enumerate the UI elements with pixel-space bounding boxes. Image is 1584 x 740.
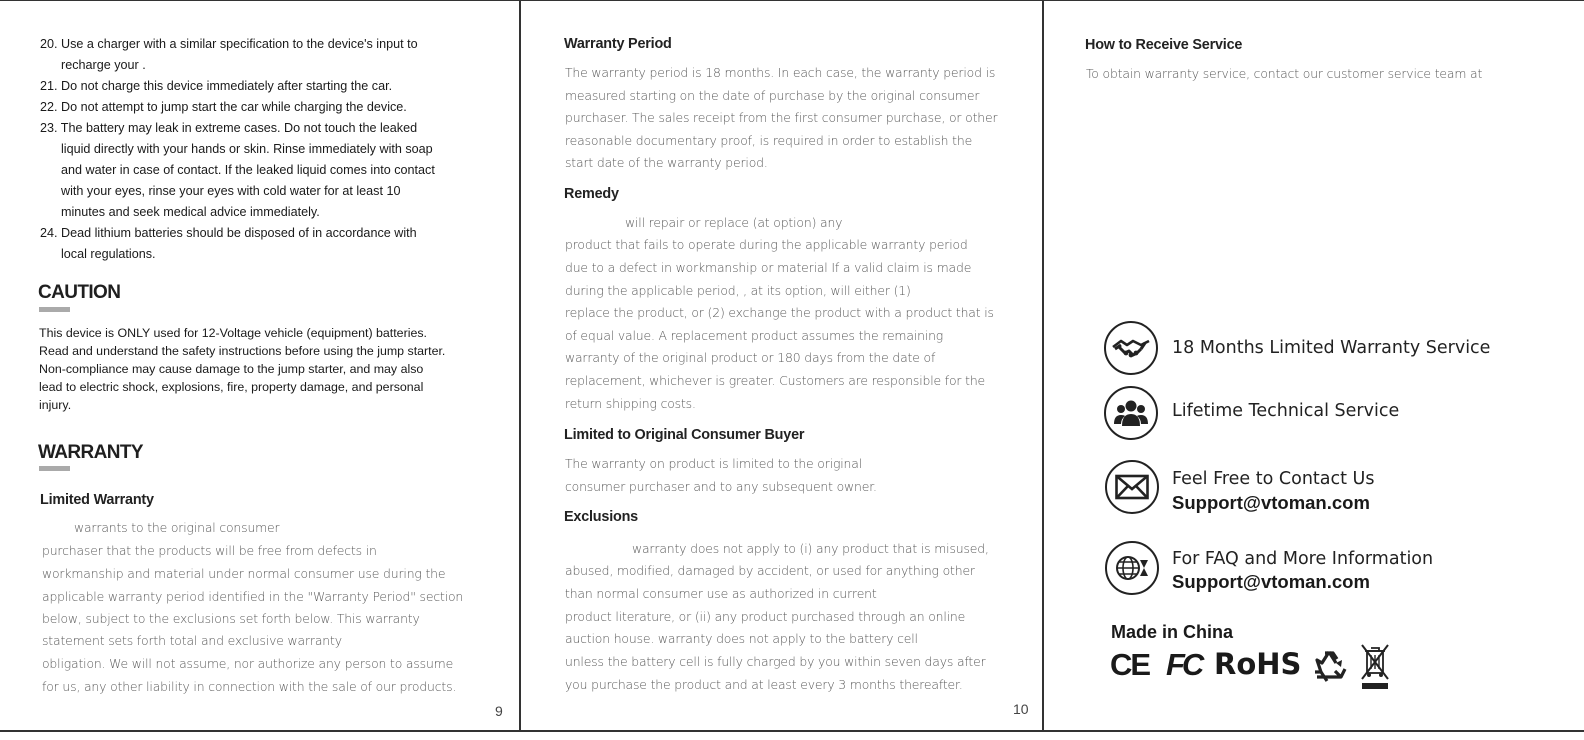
heading-underline [39, 307, 70, 312]
paragraph-line: purchaser that the products will be free from defects in [42, 543, 377, 558]
paragraph-line: statement sets forth total and exclusive warranty [42, 633, 342, 648]
handshake-icon [1104, 321, 1158, 375]
paragraph-line: purchaser. The sales receipt from the first consumer purchase, or other [565, 110, 998, 125]
list-item: 22. Do not attempt to jump start the car while charging the device. [40, 100, 407, 114]
fcc-mark: FC [1166, 647, 1202, 682]
list-item: recharge your . [61, 58, 146, 72]
receive-service-heading: How to Receive Service [1085, 37, 1243, 53]
list-item: minutes and seek medical advice immediately. [61, 205, 320, 219]
paragraph-line: return shipping costs. [565, 396, 696, 411]
service-line: For FAQ and More Information [1172, 549, 1434, 569]
paragraph-line: will repair or replace (at option) any [625, 215, 843, 230]
service-line: Feel Free to Contact Us [1172, 469, 1375, 489]
remedy-heading: Remedy [564, 186, 619, 202]
paragraph-line: start date of the warranty period. [565, 155, 768, 170]
heading-underline [39, 466, 70, 471]
paragraph-line: reasonable documentary proof, is required in order to establish the [565, 133, 973, 148]
weee-bin-icon [1360, 643, 1390, 696]
paragraph-line: product literature, or (ii) any product purchased through an online [565, 609, 966, 624]
envelope-icon [1105, 460, 1159, 514]
caution-text: injury. [39, 398, 72, 412]
paragraph-line: product that fails to operate during the applicable warranty period [565, 237, 968, 252]
caution-text: This device is ONLY used for 12-Voltage vehicle (equipment) batteries. [39, 326, 427, 340]
paragraph-line: you purchase the product and at least every 3 months thereafter. [565, 677, 963, 692]
limited-warranty-heading: Limited Warranty [40, 492, 154, 508]
paragraph-line: auction house. warranty does not apply to the battery cell [565, 631, 918, 646]
paragraph-line: unless the battery cell is fully charged by you within seven days after [565, 654, 986, 669]
paragraph-line: To obtain warranty service, contact our customer service team at [1086, 66, 1483, 81]
consumer-buyer-heading: Limited to Original Consumer Buyer [564, 427, 805, 443]
warranty-period-heading: Warranty Period [564, 36, 672, 52]
caution-text: Read and understand the safety instructions before using the jump starter. [39, 344, 446, 358]
paragraph-line: than normal consumer use as authorized in current [565, 586, 877, 601]
paragraph-line: measured starting on the date of purchase by the original consumer [565, 88, 980, 103]
made-in-label: Made in China [1111, 622, 1234, 642]
page-divider [1042, 0, 1044, 731]
exclusions-heading: Exclusions [564, 509, 638, 525]
globe-icon [1105, 541, 1159, 595]
list-item: 20. Use a charger with a similar specification to the device's input to [40, 37, 418, 51]
page-number: 9 [495, 703, 503, 719]
paragraph-line: below, subject to the exclusions set forth below. This warranty [42, 611, 420, 626]
paragraph-line: replace the product, or (2) exchange the product with a product that is [565, 305, 994, 320]
paragraph-line: during the applicable period, , at its option, will either (1) [565, 283, 911, 298]
recycle-icon [1311, 649, 1347, 688]
list-item: liquid directly with your hands or skin. Rinse immediately with soap [61, 142, 433, 156]
list-item: with your eyes, rinse your eyes with cold water for at least 10 [61, 184, 401, 198]
page-number: 10 [1013, 701, 1029, 717]
list-item: 23. The battery may leak in extreme cases. Do not touch the leaked [40, 121, 418, 135]
caution-text: Non-compliance may cause damage to the jump starter, and may also [39, 362, 424, 376]
paragraph-line: The warranty period is 18 months. In each case, the warranty period is [565, 65, 996, 80]
caution-text: lead to electric shock, explosions, fire, property damage, and personal [39, 380, 424, 394]
paragraph-line: for us, any other liability in connection with the sale of our products. [42, 679, 457, 694]
list-item: 24. Dead lithium batteries should be disposed of in accordance with [40, 226, 417, 240]
list-item: local regulations. [61, 247, 156, 261]
service-line: Lifetime Technical Service [1172, 401, 1400, 421]
paragraph-line: warrants to the original consumer [74, 520, 280, 535]
paragraph-line: of equal value. A replacement product assumes the remaining [565, 328, 944, 343]
list-item: 21. Do not charge this device immediately after starting the car. [40, 79, 393, 93]
ce-mark: CE [1110, 647, 1150, 682]
rohs-mark: RoHS [1214, 647, 1302, 681]
paragraph-line: warranty of the original product or 180 days from the date of [565, 350, 936, 365]
paragraph-line: The warranty on product is limited to the original [565, 456, 862, 471]
paragraph-line: abused, modified, damaged by accident, or used for anything other [565, 563, 975, 578]
service-line: 18 Months Limited Warranty Service [1172, 338, 1491, 358]
paragraph-line: workmanship and material under normal consumer use during the [42, 566, 446, 581]
paragraph-line: applicable warranty period identified in the "Warranty Period" section [42, 589, 464, 604]
support-email: Support@vtoman.com [1172, 492, 1370, 513]
paragraph-line: warranty does not apply to (i) any product that is misused, [632, 541, 989, 556]
caution-heading: CAUTION [38, 282, 121, 303]
paragraph-line: obligation. We will not assume, nor authorize any person to assume [42, 656, 454, 671]
list-item: and water in case of contact. If the leaked liquid comes into contact [61, 163, 435, 177]
people-icon [1104, 386, 1158, 440]
paragraph-line: consumer purchaser and to any subsequent owner. [565, 479, 877, 494]
page-divider [519, 0, 521, 731]
paragraph-line: replacement, whichever is greater. Customers are responsible for the [565, 373, 986, 388]
warranty-heading: WARRANTY [38, 442, 143, 463]
support-email: Support@vtoman.com [1172, 571, 1370, 592]
paragraph-line: due to a defect in workmanship or material If a valid claim is made [565, 260, 972, 275]
